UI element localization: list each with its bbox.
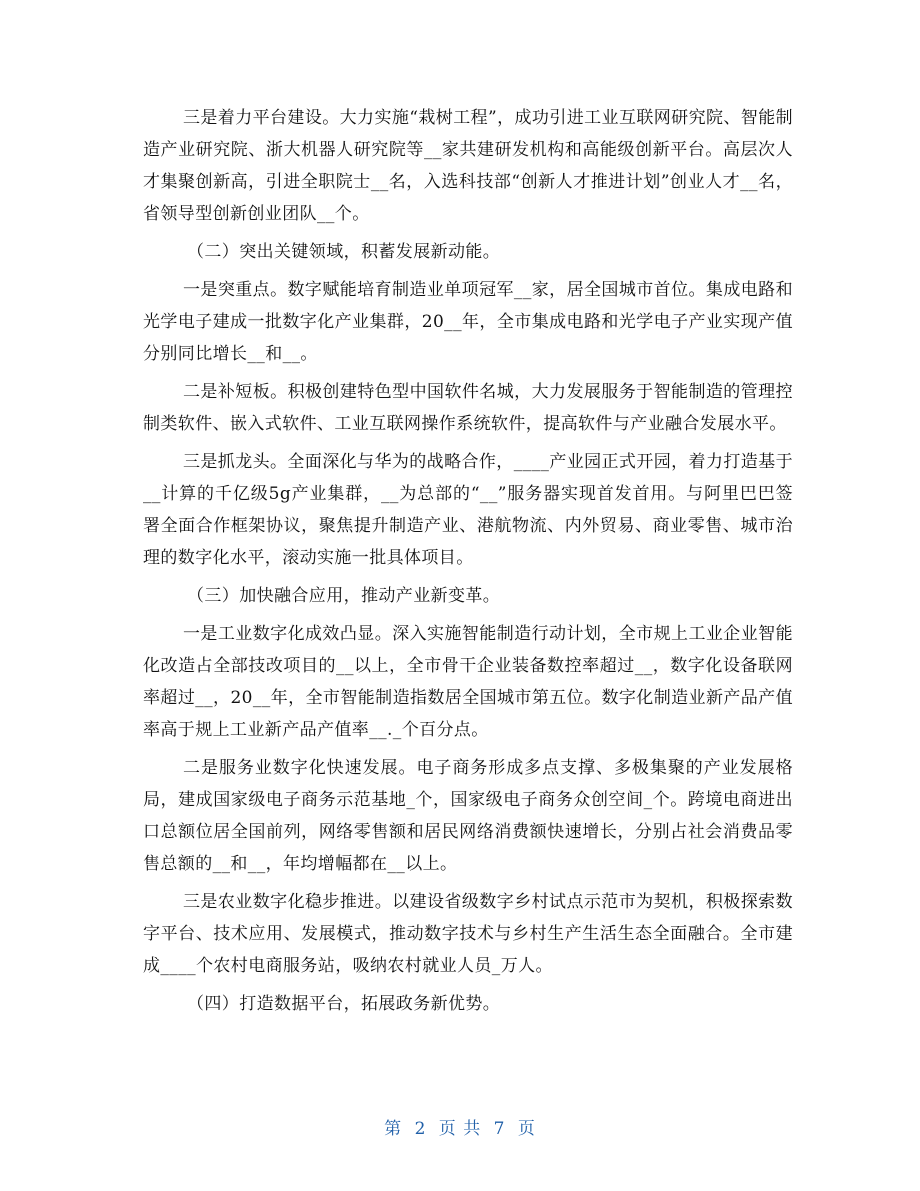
paragraph-leaders: 三是抓龙头。全面深化与华为的战略合作，____产业园正式开园，着力打造基于__计算的千亿级5g产业集群，__为总部的“__”服务器实现首发首用。与阿里巴巴签署全面合作框架协议，聚焦提升制造产业、港航物流、内外贸易、商业零售、城市治理的数字化水平，滚动实施一批具体项目。	[143, 452, 793, 568]
footer-prefix: 第	[384, 1119, 403, 1139]
footer-total-pages: 7	[493, 1119, 506, 1139]
footer-current-page: 2	[414, 1119, 427, 1139]
document-body	[143, 102, 793, 1020]
paragraph-service-digitalization: 二是服务业数字化快速发展。电子商务形成多点支撑、多极集聚的产业发展格局，建成国家级电子商务示范基地_个，国家级电子商务众创空间_个。跨境电商进出口总额位居全国前列，网络零售额和居民网络消费额快速增长，分别占社会消费品零售总额的__和__，年均增幅都在__以上。	[143, 758, 793, 874]
paragraph-industrial-digitalization: 一是工业数字化成效凸显。深入实施智能制造行动计划，全市规上工业企业智能化改造占全部技改项目的__以上，全市骨干企业装备数控率超过__，数字化设备联网率超过__，20__年，全市智能制造指数居全国城市第五位。数字化制造业新产品产值率高于规上工业新产品产值率__._个百分点。	[143, 624, 793, 740]
page-number-footer	[0, 1114, 920, 1139]
paragraph-key-points: 一是突重点。数字赋能培育制造业单项冠军__家，居全国城市首位。集成电路和光学电子建成一批数字化产业集群，20__年，全市集成电路和光学电子产业实现产值分别同比增长__和__。	[143, 280, 793, 364]
section-heading-3: （三）加快融合应用，推动产业新变革。	[187, 586, 501, 606]
footer-suffix: 页	[517, 1119, 536, 1139]
section-heading-4: （四）打造数据平台，拓展政务新优势。	[187, 994, 501, 1014]
section-heading-2: （二）突出关键领域，积蓄发展新动能。	[187, 242, 501, 262]
footer-middle: 页 共	[438, 1119, 482, 1139]
paragraph-platform-construction: 三是着力平台建设。大力实施“栽树工程”，成功引进工业互联网研究院、智能制造产业研究院、浙大机器人研究院等__家共建研发机构和高能级创新平台。高层次人才集聚创新高，引进全职院士__名，入选科技部“创新人才推进计划”创业人才__名，省领导型创新创业团队__个。	[143, 108, 793, 224]
paragraph-agriculture-digitalization: 三是农业数字化稳步推进。以建设省级数字乡村试点示范市为契机，积极探索数字平台、技术应用、发展模式，推动数字技术与乡村生产生活生态全面融合。全市建成____个农村电商服务站，吸纳农村就业人员_万人。	[143, 892, 793, 976]
paragraph-shortcomings: 二是补短板。积极创建特色型中国软件名城，大力发展服务于智能制造的管理控制类软件、嵌入式软件、工业互联网操作系统软件，提高软件与产业融合发展水平。	[143, 382, 793, 434]
